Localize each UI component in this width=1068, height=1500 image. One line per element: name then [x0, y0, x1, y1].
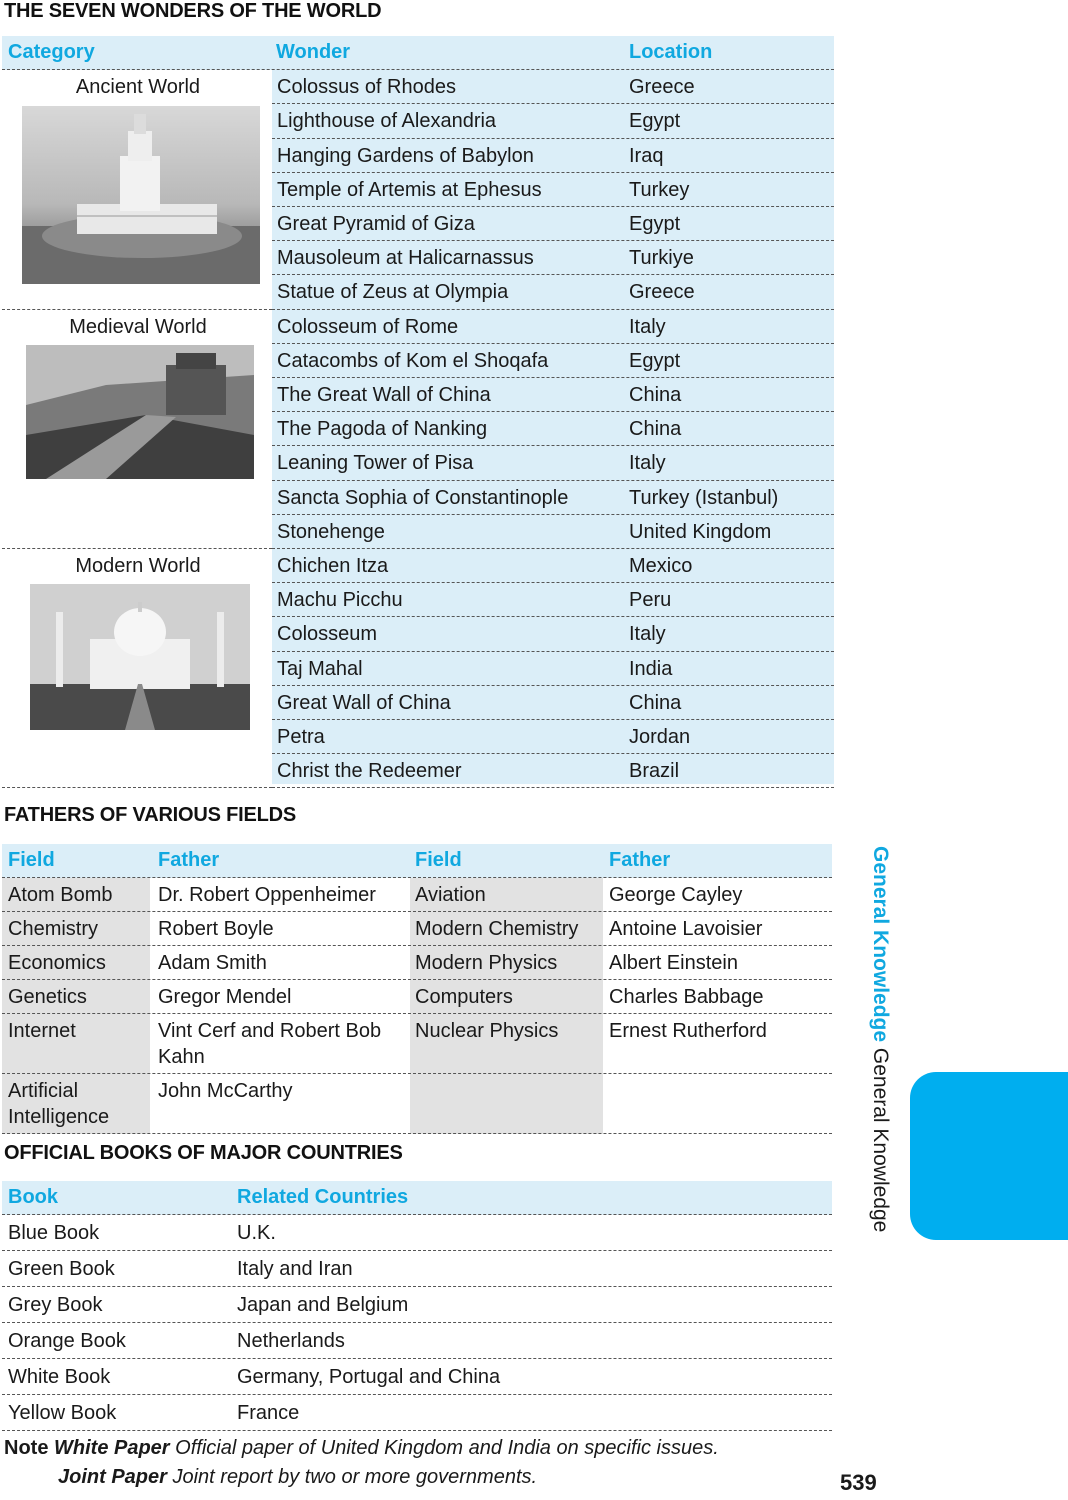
- wonder-row: [272, 446, 834, 480]
- wonder-location: Brazil: [629, 760, 680, 783]
- wonder-location: Italy: [629, 623, 666, 646]
- wonder-row: [272, 720, 834, 754]
- category-label: Medieval World: [69, 315, 207, 338]
- fathers-header-cell: Field: [8, 849, 55, 871]
- wonder-location: Turkiye: [629, 247, 694, 270]
- wonder-name: Statue of Zeus at Olympia: [277, 281, 509, 304]
- fathers-cell: Aviation: [415, 884, 486, 906]
- fathers-row: [2, 878, 832, 912]
- wonder-location: China: [629, 384, 682, 406]
- wonder-name: Christ the Redeemer: [277, 760, 462, 783]
- header-wonder: Wonder: [276, 41, 351, 63]
- fathers-cell: Vint Cerf and Robert Bob Kahn: [158, 1020, 382, 1068]
- white-paper-text: Official paper of United Kingdom and India on specific issues.: [169, 1437, 719, 1459]
- books-header-row: [2, 1181, 832, 1215]
- wonders-title: THE SEVEN WONDERS OF THE WORLD: [4, 0, 382, 22]
- fathers-row: [2, 912, 832, 946]
- wonder-row: [272, 310, 834, 344]
- wonder-row: [272, 344, 834, 378]
- wonder-row: [272, 617, 834, 651]
- fathers-cell: Economics: [8, 952, 106, 974]
- fathers-cell: Modern Physics: [415, 952, 558, 974]
- note-label: Note: [4, 1437, 49, 1459]
- wonder-row: [272, 241, 834, 275]
- wonder-row: [272, 583, 834, 617]
- wonder-name: Colossus of Rhodes: [277, 76, 456, 99]
- wonder-name: Stonehenge: [277, 520, 385, 543]
- wonder-location: Italy: [629, 452, 666, 475]
- fathers-cell: Modern Chemistry: [415, 918, 579, 940]
- lighthouse-of-alexandria-photo: [22, 106, 260, 284]
- note-line-1: [4, 1437, 719, 1460]
- fathers-header-cell: Father: [609, 849, 671, 871]
- wonder-name: Colosseum of Rome: [277, 315, 459, 338]
- wonder-row: [272, 70, 834, 104]
- side-header-accent: General Knowledge: [869, 846, 892, 1043]
- taj-mahal-photo: [30, 584, 250, 730]
- wonder-name: Catacombs of Kom el Shoqafa: [277, 349, 549, 372]
- books-title: OFFICIAL BOOKS OF MAJOR COUNTRIES: [4, 1142, 403, 1164]
- fathers-cell: Nuclear Physics: [415, 1020, 559, 1042]
- wonder-location: Peru: [629, 589, 672, 612]
- books-cell: Grey Book: [8, 1294, 103, 1316]
- books-cell: U.K.: [237, 1222, 276, 1244]
- category-label: Ancient World: [75, 76, 201, 99]
- wonder-row: [272, 207, 834, 241]
- wonder-location: India: [629, 657, 673, 680]
- wonder-location: Turkey (Istanbul): [629, 486, 779, 509]
- books-cell: Green Book: [8, 1258, 115, 1280]
- wonder-location: Egypt: [629, 349, 681, 372]
- wonders-header-row: [2, 36, 834, 70]
- wonder-row: [272, 139, 834, 173]
- category-separator: [2, 309, 272, 310]
- books-cell: France: [237, 1402, 300, 1424]
- wonder-row: [272, 275, 834, 309]
- books-cell: Germany, Portugal and China: [237, 1366, 501, 1388]
- books-cell: Blue Book: [8, 1222, 100, 1244]
- fathers-cell: Ernest Rutherford: [609, 1020, 767, 1042]
- wonder-name: Mausoleum at Halicarnassus: [277, 247, 534, 270]
- side-running-header: [862, 846, 892, 1232]
- wonder-location: Greece: [629, 281, 695, 304]
- books-row: [2, 1251, 832, 1287]
- fathers-cell: Chemistry: [8, 918, 99, 940]
- wonder-name: Leaning Tower of Pisa: [277, 452, 474, 475]
- books-row: [2, 1323, 832, 1359]
- books-cell: Italy and Iran: [237, 1258, 353, 1280]
- fathers-cell: John McCarthy: [158, 1080, 293, 1102]
- wonder-name: Hanging Gardens of Babylon: [277, 144, 534, 167]
- wonder-row: [272, 549, 834, 583]
- fathers-row: [2, 980, 832, 1014]
- wonder-row: [272, 378, 834, 412]
- wonder-row: [272, 652, 834, 686]
- wonder-name: Great Wall of China: [277, 691, 451, 714]
- header-location: Location: [629, 41, 713, 63]
- fathers-cell: Albert Einstein: [609, 952, 738, 974]
- books-table: [2, 1181, 832, 1431]
- fathers-header-cell: Field: [415, 849, 462, 871]
- wonder-location: United Kingdom: [629, 520, 772, 543]
- wonder-row: [272, 754, 834, 788]
- wonder-location: Italy: [629, 315, 666, 338]
- fathers-header-cell: Father: [158, 849, 220, 871]
- category-separator: [2, 787, 272, 788]
- fathers-header-row: [2, 844, 832, 878]
- fathers-cell: Adam Smith: [158, 952, 267, 974]
- books-cell: Yellow Book: [8, 1402, 117, 1424]
- fathers-cell: Computers: [415, 986, 513, 1008]
- category-label: Modern World: [75, 555, 201, 577]
- fathers-row: [2, 946, 832, 980]
- books-cell: Japan and Belgium: [237, 1294, 409, 1316]
- fathers-cell: Gregor Mendel: [158, 986, 292, 1008]
- fathers-cell: Artificial Intelligence: [8, 1080, 110, 1128]
- wonder-location: Mexico: [629, 555, 693, 577]
- fathers-title: FATHERS OF VARIOUS FIELDS: [4, 804, 297, 826]
- fathers-cell: Charles Babbage: [609, 986, 764, 1008]
- header-category: Category: [8, 41, 95, 63]
- fathers-cell: Internet: [8, 1020, 76, 1042]
- wonder-location: Iraq: [629, 144, 664, 167]
- note-line-2: [58, 1466, 537, 1489]
- joint-paper-text: Joint report by two or more governments.: [166, 1466, 538, 1488]
- books-header-cell: Related Countries: [237, 1186, 409, 1208]
- wonder-row: [272, 412, 834, 446]
- page-number: 539: [840, 1470, 877, 1495]
- books-row: [2, 1287, 832, 1323]
- books-row: [2, 1359, 832, 1395]
- fathers-cell: Dr. Robert Oppenheimer: [158, 884, 376, 906]
- wonder-location: Greece: [629, 76, 695, 99]
- wonder-name: Taj Mahal: [277, 657, 363, 680]
- great-wall-of-china-photo: [26, 345, 254, 479]
- fathers-cell: Atom Bomb: [8, 884, 113, 906]
- category-separator: [2, 548, 272, 549]
- joint-paper-term: Joint Paper: [58, 1466, 167, 1488]
- books-cell: White Book: [8, 1366, 111, 1388]
- wonder-row: [272, 481, 834, 515]
- wonder-name: Machu Picchu: [277, 589, 403, 612]
- fathers-row: [2, 1074, 832, 1134]
- chapter-tab: [910, 1072, 1068, 1240]
- wonder-name: Great Pyramid of Giza: [277, 213, 475, 235]
- books-cell: Netherlands: [237, 1330, 345, 1352]
- fathers-cell: Antoine Lavoisier: [609, 918, 763, 940]
- wonder-location: Turkey: [629, 178, 690, 201]
- wonder-name: Petra: [277, 726, 325, 748]
- fathers-table: [2, 844, 832, 1134]
- wonder-name: Lighthouse of Alexandria: [277, 110, 497, 133]
- wonder-location: China: [629, 418, 682, 441]
- wonder-name: Colosseum: [277, 623, 378, 646]
- wonder-location: Egypt: [629, 110, 681, 133]
- wonder-row: [272, 515, 834, 549]
- wonder-name: Temple of Artemis at Ephesus: [277, 178, 542, 201]
- books-header-cell: Book: [8, 1186, 58, 1208]
- wonder-location: Egypt: [629, 213, 681, 235]
- wonder-location: China: [629, 691, 682, 714]
- fathers-cell: Robert Boyle: [158, 918, 274, 940]
- wonder-name: Sancta Sophia of Constantinople: [277, 486, 569, 509]
- white-paper-term: White Paper: [54, 1437, 170, 1459]
- fathers-row: [2, 1014, 832, 1074]
- fathers-cell: George Cayley: [609, 884, 743, 906]
- books-row: [2, 1215, 832, 1251]
- wonder-row: [272, 104, 834, 138]
- books-row: [2, 1395, 832, 1431]
- books-cell: Orange Book: [8, 1330, 126, 1352]
- side-header-text: General Knowledge: [869, 1042, 892, 1233]
- wonder-row: [272, 686, 834, 720]
- fathers-cell: Genetics: [8, 986, 87, 1008]
- wonder-row: [272, 173, 834, 207]
- wonder-name: The Great Wall of China: [277, 384, 491, 406]
- wonder-location: Jordan: [629, 726, 691, 748]
- wonder-name: Chichen Itza: [277, 555, 389, 577]
- wonder-name: The Pagoda of Nanking: [277, 418, 488, 441]
